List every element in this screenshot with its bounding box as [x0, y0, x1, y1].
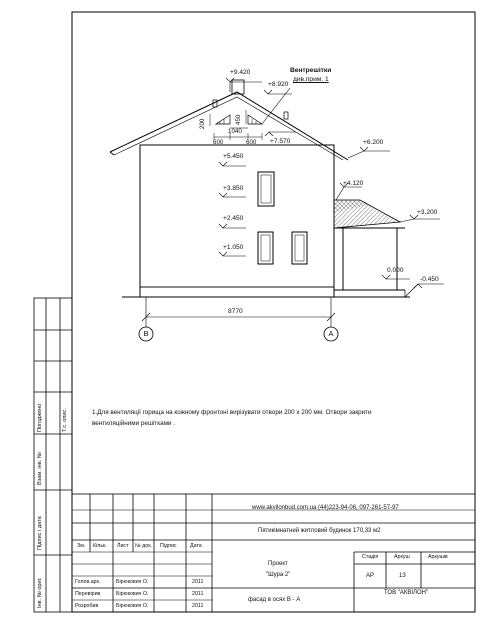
tb-col-sign: Підпис [160, 543, 177, 549]
level-1050: +1.050 [223, 244, 244, 251]
axis-label-v: В [143, 329, 149, 338]
tb-sheet-label: Аркуш [394, 554, 410, 560]
vent-grille-right [248, 115, 262, 124]
tb-sheets-label: Аркушів [428, 554, 448, 560]
annex-wall [343, 228, 397, 290]
tb-date-3: 2011 [192, 603, 204, 609]
level-eave: +6.200 [363, 139, 384, 146]
dim-v450: 450 [235, 114, 242, 125]
level-2450: +2.450 [223, 215, 244, 222]
side-label-sign: Підпис і дата [37, 516, 43, 550]
sheet-frame [72, 12, 475, 612]
side-label-inv: Взам. інв. № [37, 452, 43, 485]
annex [334, 200, 405, 297]
level-vent-top: +8.920 [268, 81, 289, 88]
tb-project-code: "Шура 2" [266, 572, 291, 578]
tb-contacts: www.akvilonbud.com.ua (44)223-94-06, 097-261-57-97 [252, 505, 399, 511]
level-3850: +3.850 [223, 185, 244, 192]
level-markers [219, 78, 444, 297]
level-vent-bottom: +7.570 [270, 138, 291, 145]
level-floor: 0.000 [387, 267, 404, 274]
tb-project-name: Пятикімнатний житловий будинок 170,33 м2 [258, 528, 381, 534]
window-upper [258, 172, 274, 206]
level-annex-eave: +3.200 [417, 209, 438, 216]
callout-label-2: див.прим. 1 [293, 76, 329, 83]
tb-sheet-value: 13 [399, 573, 406, 579]
tb-company: ТОВ "АКВІЛОН" [384, 590, 429, 596]
tb-col-date: Дата [190, 543, 202, 549]
tb-project-label: Проект [268, 561, 288, 567]
level-5450: +5.450 [223, 153, 244, 160]
vent-grille-left [216, 115, 230, 124]
plinth [140, 287, 334, 297]
side-label-agreed: Погоджено [37, 403, 43, 432]
dim-600-left: 600 [213, 139, 224, 146]
tb-role-2: Перевірив [75, 591, 101, 597]
tb-name-3: Бірюкович О. [116, 603, 149, 609]
dim-v200: 200 [199, 118, 206, 129]
tb-name-1: Бірюкович О. [116, 579, 149, 585]
tb-role-1: Голов.арх. [75, 579, 101, 585]
level-ridge: +9.420 [230, 69, 251, 76]
tb-col-lyst: Лист [117, 543, 129, 549]
tb-name-2: Бірюкович О. [116, 591, 149, 597]
callout-label-1: Вентрешітки [290, 67, 332, 74]
side-label-ts: Т.с. опис. [62, 408, 68, 432]
tb-date-1: 2011 [192, 579, 204, 585]
dim-600-right: 600 [246, 139, 257, 146]
tb-col-kilk: Кільк. [93, 543, 107, 549]
axis-label-a: А [328, 329, 334, 338]
roof-outline [110, 92, 348, 160]
side-label-orig: Інв. № ориг. [37, 577, 43, 608]
note-line-1: 1.Для вентиляції горища на кожному фронтоні вирізувати отвори 200 х 200 мм. Отвори закрити [92, 409, 372, 416]
window-lower-left [258, 232, 273, 264]
tb-col-zm: Зм. [77, 543, 86, 549]
tb-role-3: Розробив [75, 603, 99, 609]
window-lower-right [292, 232, 307, 264]
callout-leader [262, 88, 290, 124]
tb-col-doc: № док. [135, 543, 152, 549]
dim-total: 8770 [228, 308, 243, 315]
tb-stage-value: АР [366, 573, 375, 579]
level-annex-top: +4.120 [343, 180, 364, 187]
note-line-2: вентиляційними решітками . [92, 420, 175, 427]
dim-1040: 1040 [228, 128, 242, 135]
tb-date-2: 2011 [192, 591, 204, 597]
tb-drawing-title: фасад в осях В - А [248, 597, 301, 603]
tb-stage-label: Стадія [362, 554, 379, 560]
level-ground: -0.450 [420, 276, 439, 283]
